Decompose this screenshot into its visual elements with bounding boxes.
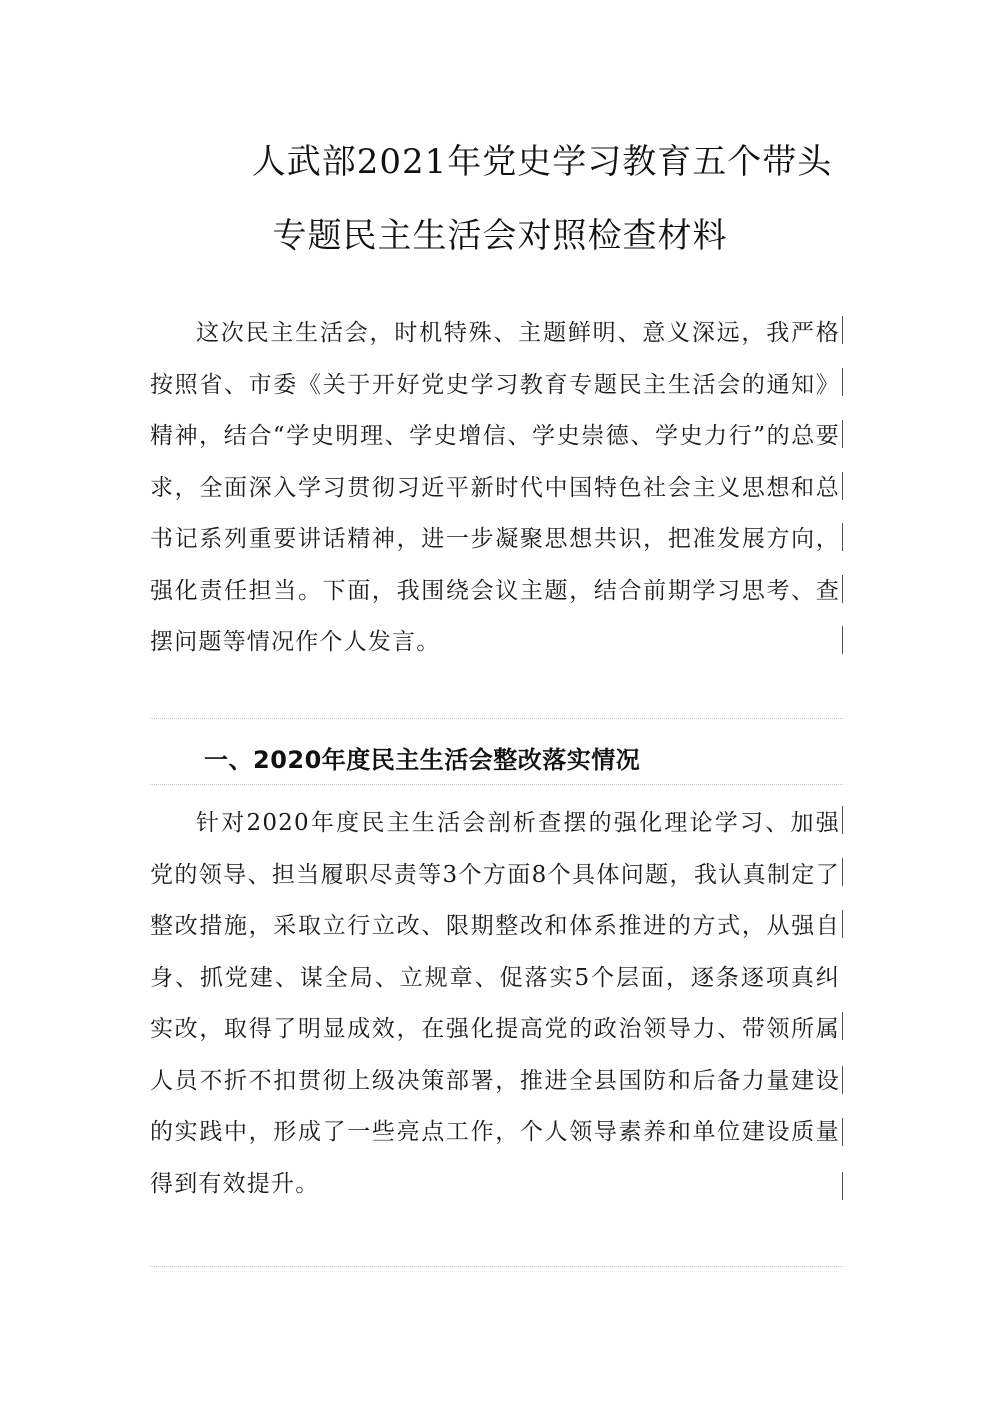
margin-marker — [842, 420, 843, 448]
section-1-heading: 一、2020年度民主生活会整改落实情况 — [204, 746, 641, 774]
section-divider — [150, 784, 843, 785]
document-title-line-1: 人武部2021年党史学习教育五个带头 — [251, 142, 833, 182]
margin-marker — [842, 1172, 843, 1200]
margin-marker — [842, 1012, 843, 1040]
section-1-paragraph: 针对2020年度民主生活会剖析查摆的强化理论学习、加强党的领导、担当履职尽责等3个方面8个具体问题，我认真制定了整改措施，采取立行立改、限期整改和体系推进的方式，从强自身、抓党建、谋全局、立规章、促落实5个层面，逐条逐项真纠实改，取得了明显成效，在强化提高党的政治领导力、带领所属人员不折不扣贯彻上级决策部署，推进全县国防和后备力量建设的实践中，形成了一些亮点工作，个人领导素养和单位建设质量得到有效提升。 — [150, 810, 840, 1197]
section-divider — [150, 718, 843, 719]
document-title-line-2: 专题民主生活会对照检查材料 — [272, 216, 728, 256]
margin-marker — [842, 1066, 843, 1094]
margin-marker — [842, 368, 843, 396]
margin-marker — [842, 858, 843, 886]
margin-marker — [842, 1118, 843, 1146]
section-divider — [150, 1266, 843, 1267]
margin-marker — [842, 316, 843, 344]
margin-marker — [842, 472, 843, 500]
intro-paragraph: 这次民主生活会，时机特殊、主题鲜明、意义深远，我严格按照省、市委《关于开好党史学习教育专题民主生活会的通知》精神，结合“学史明理、学史增信、学史崇德、学史力行”的总要求，全面深入学习贯彻习近平新时代中国特色社会主义思想和总书记系列重要讲话精神，进一步凝聚思想共识，把准发展方向，强化责任担当。下面，我围绕会议主题，结合前期学习思考、查摆问题等情况作个人发言。 — [150, 320, 840, 655]
margin-marker — [842, 575, 843, 603]
margin-marker — [842, 806, 843, 834]
margin-marker — [842, 523, 843, 551]
margin-marker — [842, 910, 843, 938]
margin-marker — [842, 626, 843, 654]
